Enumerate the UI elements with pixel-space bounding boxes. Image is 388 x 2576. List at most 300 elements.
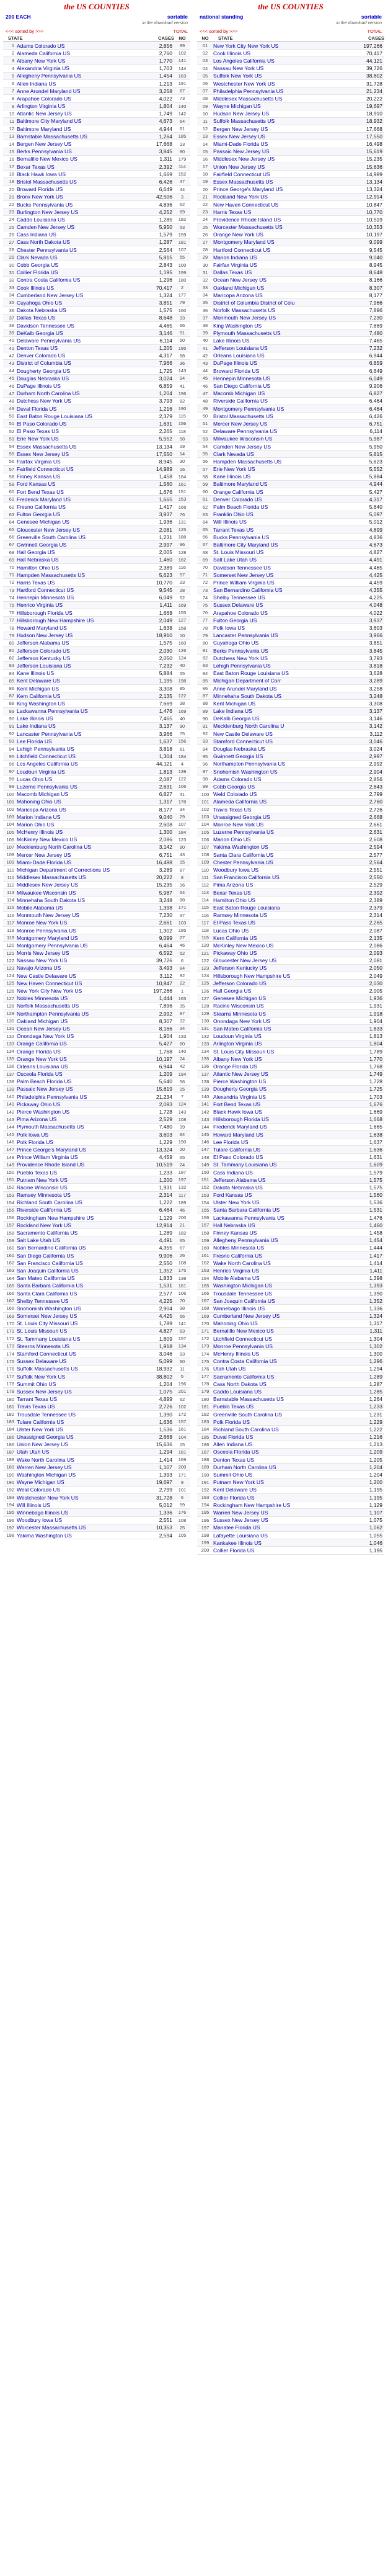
county-name[interactable]: Michigan Department of Corrections US bbox=[17, 867, 110, 874]
table-row[interactable] bbox=[3, 239, 190, 246]
county-name[interactable]: Monmouth New Jersey US bbox=[17, 912, 80, 919]
table-row[interactable] bbox=[197, 277, 384, 284]
table-row[interactable] bbox=[3, 1154, 190, 1161]
county-name[interactable]: Arapahoe Colorado US bbox=[17, 95, 71, 102]
county-name[interactable]: Harris Texas US bbox=[213, 208, 252, 215]
table-row[interactable] bbox=[3, 1305, 190, 1312]
county-name[interactable]: Hamilton Ohio US bbox=[213, 897, 256, 903]
county-name[interactable]: Santa Barbara California US bbox=[213, 1207, 280, 1214]
county-name[interactable]: Sussex Delaware US bbox=[213, 602, 263, 609]
county-name[interactable]: Baltimore City Maryland US bbox=[17, 118, 82, 125]
county-name[interactable]: Michigan Department of Corr bbox=[213, 678, 281, 684]
table-row[interactable] bbox=[197, 692, 384, 700]
county-name[interactable]: Burlington New Jersey US bbox=[17, 208, 79, 215]
table-row[interactable] bbox=[197, 1086, 384, 1093]
table-row[interactable] bbox=[197, 700, 384, 707]
table-row[interactable] bbox=[197, 1010, 384, 1017]
table-row[interactable] bbox=[3, 224, 190, 231]
county-name[interactable]: Maricopa Arizona US bbox=[17, 806, 66, 813]
county-name[interactable]: Rockland New York US bbox=[213, 194, 268, 200]
table-row[interactable] bbox=[3, 1396, 190, 1403]
table-row[interactable] bbox=[197, 80, 384, 87]
county-name[interactable]: Jefferson Alabama US bbox=[213, 1176, 266, 1183]
table-row[interactable] bbox=[3, 201, 190, 208]
table-row[interactable] bbox=[197, 140, 384, 148]
table-row[interactable] bbox=[3, 1501, 190, 1509]
table-row[interactable] bbox=[197, 1373, 384, 1380]
county-name[interactable]: Lake Illinois US bbox=[17, 715, 53, 722]
county-name[interactable]: Santa Clara California US bbox=[213, 851, 274, 858]
county-name[interactable]: Duval Florida US bbox=[213, 1434, 254, 1441]
table-row[interactable] bbox=[3, 1403, 190, 1411]
table-row[interactable] bbox=[3, 118, 190, 125]
table-row[interactable] bbox=[3, 534, 190, 541]
county-name[interactable]: Shelby Tennessee US bbox=[213, 594, 265, 601]
county-name[interactable]: Dutchess New York US bbox=[17, 398, 71, 405]
county-name[interactable]: Ramsey Minnesota US bbox=[213, 912, 267, 919]
table-row[interactable] bbox=[197, 950, 384, 957]
table-row[interactable] bbox=[197, 541, 384, 548]
county-name[interactable]: Greenville South Carolina US bbox=[17, 534, 86, 540]
table-row[interactable] bbox=[3, 1131, 190, 1138]
table-row[interactable] bbox=[197, 1471, 384, 1478]
county-name[interactable]: Tulare California US bbox=[17, 1418, 64, 1425]
county-name[interactable]: Plymouth Massachusetts US bbox=[17, 1124, 84, 1130]
table-row[interactable] bbox=[197, 647, 384, 655]
table-row[interactable] bbox=[3, 1138, 190, 1146]
county-name[interactable]: Dallas Texas US bbox=[17, 315, 56, 321]
table-row[interactable] bbox=[197, 125, 384, 133]
table-row[interactable] bbox=[197, 1184, 384, 1191]
table-row[interactable] bbox=[3, 519, 190, 526]
county-name[interactable]: Pueblo Texas US bbox=[213, 1403, 254, 1410]
table-row[interactable] bbox=[197, 557, 384, 564]
county-name[interactable]: Orange New York US bbox=[213, 231, 263, 238]
table-row[interactable] bbox=[3, 1055, 190, 1063]
table-row[interactable] bbox=[3, 382, 190, 390]
county-name[interactable]: McHenry Illinois US bbox=[213, 1351, 260, 1357]
table-row[interactable] bbox=[197, 624, 384, 632]
county-name[interactable]: Contra Costa California US bbox=[213, 1358, 277, 1365]
table-row[interactable] bbox=[197, 1252, 384, 1259]
county-name[interactable]: King Washington US bbox=[17, 700, 66, 707]
county-name[interactable]: Litchfield Connecticut US bbox=[17, 753, 76, 760]
table-row[interactable] bbox=[197, 345, 384, 352]
county-name[interactable]: El Paso Texas US bbox=[17, 428, 59, 435]
table-row[interactable] bbox=[3, 571, 190, 579]
table-row[interactable] bbox=[197, 1161, 384, 1169]
county-name[interactable]: Bucks Pennsylvania US bbox=[213, 534, 270, 540]
table-row[interactable] bbox=[3, 972, 190, 980]
county-name[interactable]: East Baton Rouge Louisiana bbox=[213, 904, 280, 911]
county-name[interactable]: Orange Florida US bbox=[213, 1063, 257, 1070]
table-row[interactable] bbox=[197, 813, 384, 821]
table-row[interactable] bbox=[3, 1373, 190, 1380]
table-row[interactable] bbox=[197, 526, 384, 534]
county-name[interactable]: Ocean New Jersey US bbox=[213, 277, 267, 284]
county-name[interactable]: Orleans Louisiana US bbox=[17, 1063, 68, 1070]
county-name[interactable]: Bergen New Jersey US bbox=[213, 125, 268, 132]
county-name[interactable]: Marion Indiana US bbox=[213, 254, 257, 261]
county-name[interactable]: Washington Michigan US bbox=[213, 1282, 273, 1289]
county-name[interactable]: Philadelphia Pennsylvania US bbox=[17, 1093, 87, 1100]
table-row[interactable] bbox=[3, 942, 190, 949]
left-col-no[interactable]: NO bbox=[179, 35, 186, 41]
table-row[interactable] bbox=[197, 791, 384, 798]
table-row[interactable] bbox=[197, 360, 384, 367]
table-row[interactable] bbox=[197, 1464, 384, 1471]
table-row[interactable] bbox=[197, 1456, 384, 1464]
county-name[interactable]: Erie New York US bbox=[17, 436, 59, 442]
table-row[interactable] bbox=[197, 1071, 384, 1078]
table-row[interactable] bbox=[3, 1275, 190, 1282]
table-row[interactable] bbox=[197, 178, 384, 186]
county-name[interactable]: Kern California US bbox=[213, 934, 257, 941]
county-name[interactable]: McKinley New Mexico US bbox=[17, 836, 77, 843]
county-name[interactable]: Collier Florida US bbox=[17, 269, 58, 276]
county-name[interactable]: San Joaquin California US bbox=[17, 1267, 79, 1274]
county-name[interactable]: Allegheny Pennsylvania US bbox=[213, 1237, 278, 1244]
county-name[interactable]: Jefferson Louisiana US bbox=[17, 662, 71, 669]
table-row[interactable] bbox=[197, 889, 384, 897]
table-row[interactable] bbox=[3, 1184, 190, 1191]
table-row[interactable] bbox=[197, 632, 384, 640]
county-name[interactable]: Weld Colorado US bbox=[17, 1487, 61, 1493]
table-row[interactable] bbox=[3, 178, 190, 186]
county-name[interactable]: Lehigh Pennsylvania US bbox=[17, 746, 74, 753]
county-name[interactable]: San Bernardino California US bbox=[213, 587, 283, 594]
table-row[interactable] bbox=[197, 1237, 384, 1245]
county-name[interactable]: Navajo Arizona US bbox=[17, 965, 61, 972]
county-name[interactable]: Ford Kansas US bbox=[213, 1192, 252, 1199]
county-name[interactable]: Mobile Alabama US bbox=[17, 904, 63, 911]
county-name[interactable]: Putnam New York US bbox=[17, 1176, 68, 1183]
table-row[interactable] bbox=[197, 882, 384, 889]
county-name[interactable]: Santa Barbara California US bbox=[17, 1282, 84, 1289]
table-row[interactable] bbox=[197, 1418, 384, 1426]
county-name[interactable]: Summit Ohio US bbox=[213, 1472, 253, 1478]
county-name[interactable]: Genesee Michigan US bbox=[17, 519, 70, 525]
table-row[interactable] bbox=[197, 390, 384, 398]
table-row[interactable] bbox=[197, 1169, 384, 1176]
table-row[interactable] bbox=[3, 730, 190, 738]
table-row[interactable] bbox=[197, 768, 384, 776]
table-row[interactable] bbox=[3, 428, 190, 436]
county-name[interactable]: Morris New Jersey US bbox=[17, 950, 69, 957]
county-name[interactable]: Monroe New York US bbox=[213, 821, 264, 828]
county-name[interactable]: Travis Texas US bbox=[213, 806, 252, 813]
table-row[interactable] bbox=[3, 1471, 190, 1478]
county-name[interactable]: Dakota Nebraska US bbox=[17, 307, 66, 314]
county-name[interactable]: Nobles Minnesota US bbox=[17, 995, 68, 1002]
county-name[interactable]: Berks Pennsylvania US bbox=[17, 148, 72, 155]
table-row[interactable] bbox=[3, 1048, 190, 1055]
table-row[interactable] bbox=[197, 1116, 384, 1124]
county-name[interactable]: Kane Illinois US bbox=[17, 670, 55, 677]
table-row[interactable] bbox=[197, 1048, 384, 1055]
table-row[interactable] bbox=[3, 1010, 190, 1017]
table-row[interactable] bbox=[197, 201, 384, 208]
county-name[interactable]: Sussex Delaware US bbox=[17, 1358, 67, 1365]
county-name[interactable]: Finney Kansas US bbox=[17, 473, 61, 480]
table-row[interactable] bbox=[3, 700, 190, 707]
table-row[interactable] bbox=[197, 1176, 384, 1184]
county-name[interactable]: Alameda California US bbox=[213, 798, 267, 805]
table-row[interactable] bbox=[3, 1146, 190, 1153]
table-row[interactable] bbox=[197, 602, 384, 609]
county-name[interactable]: Sacramento California US bbox=[17, 1230, 78, 1237]
table-row[interactable] bbox=[197, 927, 384, 934]
table-row[interactable] bbox=[197, 284, 384, 292]
table-row[interactable] bbox=[197, 995, 384, 1003]
county-name[interactable]: Tarrant Texas US bbox=[17, 1396, 58, 1403]
table-row[interactable] bbox=[3, 140, 190, 148]
county-name[interactable]: Pima Arizona US bbox=[213, 882, 254, 888]
table-row[interactable] bbox=[3, 1207, 190, 1214]
county-name[interactable]: Nassau New York US bbox=[17, 957, 68, 964]
table-row[interactable] bbox=[3, 1025, 190, 1032]
county-name[interactable]: Dakota Nebraska US bbox=[213, 1184, 263, 1191]
county-name[interactable]: Trousdale Tennessee US bbox=[17, 1411, 76, 1418]
table-row[interactable] bbox=[3, 662, 190, 669]
table-row[interactable] bbox=[3, 1252, 190, 1259]
table-row[interactable] bbox=[3, 1509, 190, 1516]
county-name[interactable]: Richland South Carolina US bbox=[213, 1426, 279, 1433]
table-row[interactable] bbox=[3, 216, 190, 223]
table-row[interactable] bbox=[3, 1297, 190, 1305]
table-row[interactable] bbox=[197, 118, 384, 125]
table-row[interactable] bbox=[197, 783, 384, 790]
table-row[interactable] bbox=[3, 1199, 190, 1207]
table-row[interactable] bbox=[3, 284, 190, 292]
county-name[interactable]: Bexar Texas US bbox=[17, 163, 55, 170]
county-name[interactable]: Lancaster Pennsylvania US bbox=[213, 632, 278, 639]
county-name[interactable]: Ulster New York US bbox=[213, 1199, 260, 1206]
table-row[interactable] bbox=[3, 1441, 190, 1449]
county-name[interactable]: Worcester Massachusetts US bbox=[213, 224, 283, 231]
county-name[interactable]: Norfolk Massachusetts US bbox=[17, 1003, 79, 1009]
table-row[interactable] bbox=[3, 110, 190, 118]
table-row[interactable] bbox=[3, 345, 190, 352]
county-name[interactable]: Dutchess New York US bbox=[213, 655, 268, 661]
county-name[interactable]: Essex New Jersey US bbox=[17, 450, 69, 457]
table-row[interactable] bbox=[3, 1017, 190, 1025]
county-name[interactable]: Jefferson Louisiana US bbox=[213, 345, 268, 352]
county-name[interactable]: Duval Florida US bbox=[17, 405, 57, 412]
county-name[interactable]: Orange Florida US bbox=[17, 1048, 61, 1055]
county-name[interactable]: Gwinnett Georgia US bbox=[17, 541, 67, 548]
table-row[interactable] bbox=[3, 1245, 190, 1252]
table-row[interactable] bbox=[197, 1154, 384, 1161]
county-name[interactable]: Allen Indiana US bbox=[17, 80, 56, 87]
county-name[interactable]: Luzerne Pennsylvania US bbox=[17, 783, 77, 790]
table-row[interactable] bbox=[3, 1494, 190, 1501]
table-row[interactable] bbox=[3, 783, 190, 790]
county-name[interactable]: Atlantic New Jersey US bbox=[213, 1071, 268, 1078]
table-row[interactable] bbox=[3, 1176, 190, 1184]
county-name[interactable]: Wayne Michigan US bbox=[17, 1479, 64, 1486]
table-row[interactable] bbox=[197, 1313, 384, 1320]
table-row[interactable] bbox=[3, 761, 190, 768]
table-row[interactable] bbox=[3, 692, 190, 700]
table-row[interactable] bbox=[197, 1532, 384, 1539]
table-row[interactable] bbox=[197, 103, 384, 110]
county-name[interactable]: Clark Nevada US bbox=[213, 450, 254, 457]
table-row[interactable] bbox=[3, 307, 190, 315]
table-row[interactable] bbox=[197, 1366, 384, 1373]
table-row[interactable] bbox=[3, 246, 190, 254]
table-row[interactable] bbox=[197, 382, 384, 390]
table-row[interactable] bbox=[3, 934, 190, 942]
table-row[interactable] bbox=[197, 1040, 384, 1048]
table-row[interactable] bbox=[197, 398, 384, 405]
county-name[interactable]: Lackawanna Pennsylvania US bbox=[213, 1214, 284, 1221]
table-row[interactable] bbox=[197, 1328, 384, 1335]
county-name[interactable]: St. Louis City Missouri US bbox=[213, 1048, 275, 1055]
table-row[interactable] bbox=[3, 1380, 190, 1388]
county-name[interactable]: Baltimore Maryland US bbox=[213, 481, 268, 488]
county-name[interactable]: San Bernardino California US bbox=[17, 1245, 86, 1251]
table-row[interactable] bbox=[197, 1380, 384, 1388]
table-row[interactable] bbox=[3, 844, 190, 851]
county-name[interactable]: San Diego California US bbox=[17, 1252, 74, 1259]
county-name[interactable]: Lucas Ohio US bbox=[213, 927, 249, 934]
table-row[interactable] bbox=[3, 859, 190, 866]
county-name[interactable]: Oakland Michigan US bbox=[213, 284, 265, 291]
county-name[interactable]: Montgomery Maryland US bbox=[17, 934, 78, 941]
county-name[interactable]: Collier Florida US bbox=[213, 1547, 255, 1554]
county-name[interactable]: Baltimore City Maryland US bbox=[213, 541, 278, 548]
table-row[interactable] bbox=[197, 1494, 384, 1501]
county-name[interactable]: Putnam New York US bbox=[213, 1479, 264, 1486]
county-name[interactable]: Kankakee Illinois US bbox=[213, 1539, 262, 1546]
table-row[interactable] bbox=[197, 1124, 384, 1131]
county-name[interactable]: Miami-Dade Florida US bbox=[17, 859, 72, 865]
table-row[interactable] bbox=[197, 1078, 384, 1086]
county-name[interactable]: Mahoning Ohio US bbox=[17, 798, 61, 805]
county-name[interactable]: Los Angeles California US bbox=[17, 761, 78, 767]
county-name[interactable]: Philadelphia Pennsylvania US bbox=[213, 87, 284, 94]
table-row[interactable] bbox=[197, 1305, 384, 1312]
county-name[interactable]: Lucas Ohio US bbox=[17, 776, 53, 782]
table-row[interactable] bbox=[3, 125, 190, 133]
county-name[interactable]: Warren New Jersey US bbox=[17, 1464, 72, 1470]
county-name[interactable]: Hamilton Ohio US bbox=[17, 564, 60, 571]
table-row[interactable] bbox=[3, 609, 190, 617]
county-name[interactable]: New Castle Delaware US bbox=[213, 730, 273, 737]
county-name[interactable]: Hall Nebraska US bbox=[17, 557, 59, 563]
table-row[interactable] bbox=[197, 640, 384, 647]
right-col-cases[interactable]: CASES bbox=[368, 35, 384, 41]
table-row[interactable] bbox=[197, 965, 384, 972]
county-name[interactable]: Cass North Dakota US bbox=[213, 1380, 267, 1387]
county-name[interactable]: Allen Indiana US bbox=[213, 1441, 253, 1448]
table-row[interactable] bbox=[197, 511, 384, 519]
county-name[interactable]: Finney Kansas US bbox=[213, 1230, 257, 1237]
table-row[interactable] bbox=[197, 1290, 384, 1297]
table-row[interactable] bbox=[3, 1192, 190, 1199]
table-row[interactable] bbox=[197, 1245, 384, 1252]
county-name[interactable]: Weld Colorado US bbox=[213, 791, 257, 798]
table-row[interactable] bbox=[3, 1259, 190, 1267]
county-name[interactable]: Cook Illinois US bbox=[213, 50, 250, 56]
table-row[interactable] bbox=[197, 413, 384, 420]
county-name[interactable]: McHenry Illinois US bbox=[17, 829, 63, 836]
county-name[interactable]: DuPage Illinois US bbox=[213, 360, 257, 367]
county-name[interactable]: Miami-Dade Florida US bbox=[213, 141, 268, 148]
table-row[interactable] bbox=[3, 1434, 190, 1441]
table-row[interactable] bbox=[197, 957, 384, 965]
table-row[interactable] bbox=[197, 942, 384, 949]
county-name[interactable]: Unassigned Georgia US bbox=[17, 1434, 74, 1441]
table-row[interactable] bbox=[3, 73, 190, 80]
table-row[interactable] bbox=[3, 329, 190, 337]
county-name[interactable]: Hartford Connecticut US bbox=[213, 246, 271, 253]
county-name[interactable]: San Francisco California US bbox=[17, 1259, 83, 1266]
county-name[interactable]: St. Louis Missouri US bbox=[213, 549, 264, 556]
table-row[interactable] bbox=[197, 1138, 384, 1146]
table-row[interactable] bbox=[197, 761, 384, 768]
county-name[interactable]: Jefferson Colorado US bbox=[213, 980, 267, 986]
table-row[interactable] bbox=[197, 315, 384, 322]
county-name[interactable]: Fairfax Virginia US bbox=[213, 262, 257, 269]
table-row[interactable] bbox=[197, 473, 384, 481]
county-name[interactable]: Suffolk Massachusetts US bbox=[17, 1366, 79, 1372]
county-name[interactable]: St. Louis City Missouri US bbox=[17, 1320, 78, 1327]
table-row[interactable] bbox=[3, 685, 190, 692]
county-name[interactable]: Fort Bend Texas US bbox=[17, 488, 64, 495]
table-row[interactable] bbox=[197, 65, 384, 73]
county-name[interactable]: Northampton Pennsylvania US bbox=[17, 1010, 89, 1017]
table-row[interactable] bbox=[197, 1259, 384, 1267]
table-row[interactable] bbox=[3, 375, 190, 382]
county-name[interactable]: Orange California US bbox=[213, 488, 263, 495]
county-name[interactable]: Hampden Massachusetts US bbox=[213, 458, 282, 465]
county-name[interactable]: New York City New York US bbox=[17, 988, 82, 995]
county-name[interactable]: Stamford Connecticut US bbox=[213, 738, 273, 745]
table-row[interactable] bbox=[197, 1343, 384, 1350]
table-row[interactable] bbox=[197, 1055, 384, 1063]
county-name[interactable]: Fort Bend Texas US bbox=[213, 1101, 260, 1107]
county-name[interactable]: Black Hawk Iowa US bbox=[213, 1109, 262, 1116]
county-name[interactable]: Broward Florida US bbox=[213, 367, 260, 374]
county-name[interactable]: Davidson Tennessee US bbox=[17, 322, 74, 329]
county-name[interactable]: San Mateo California US bbox=[17, 1275, 75, 1282]
county-name[interactable]: Oakland Michigan US bbox=[17, 1017, 68, 1024]
table-row[interactable] bbox=[197, 239, 384, 246]
table-row[interactable] bbox=[3, 564, 190, 571]
table-row[interactable] bbox=[197, 450, 384, 458]
table-row[interactable] bbox=[3, 813, 190, 821]
table-row[interactable] bbox=[197, 1350, 384, 1357]
table-row[interactable] bbox=[3, 1282, 190, 1290]
table-row[interactable] bbox=[197, 458, 384, 465]
county-name[interactable]: Middlesex Massachusetts US bbox=[213, 95, 283, 102]
county-name[interactable]: Lake Indiana US bbox=[213, 708, 252, 715]
county-name[interactable]: Snohomish Washington US bbox=[213, 768, 278, 775]
table-row[interactable] bbox=[3, 367, 190, 375]
table-row[interactable] bbox=[3, 995, 190, 1003]
county-name[interactable]: Travis Texas US bbox=[17, 1403, 55, 1410]
table-row[interactable] bbox=[197, 148, 384, 156]
county-name[interactable]: Fulton Georgia US bbox=[17, 511, 61, 518]
table-row[interactable] bbox=[3, 647, 190, 655]
county-name[interactable]: Kent Delaware US bbox=[17, 678, 60, 684]
county-name[interactable]: King Washington US bbox=[213, 322, 262, 329]
table-row[interactable] bbox=[197, 329, 384, 337]
table-row[interactable] bbox=[197, 224, 384, 231]
county-name[interactable]: East Baton Rouge Louisiana US bbox=[17, 413, 92, 419]
